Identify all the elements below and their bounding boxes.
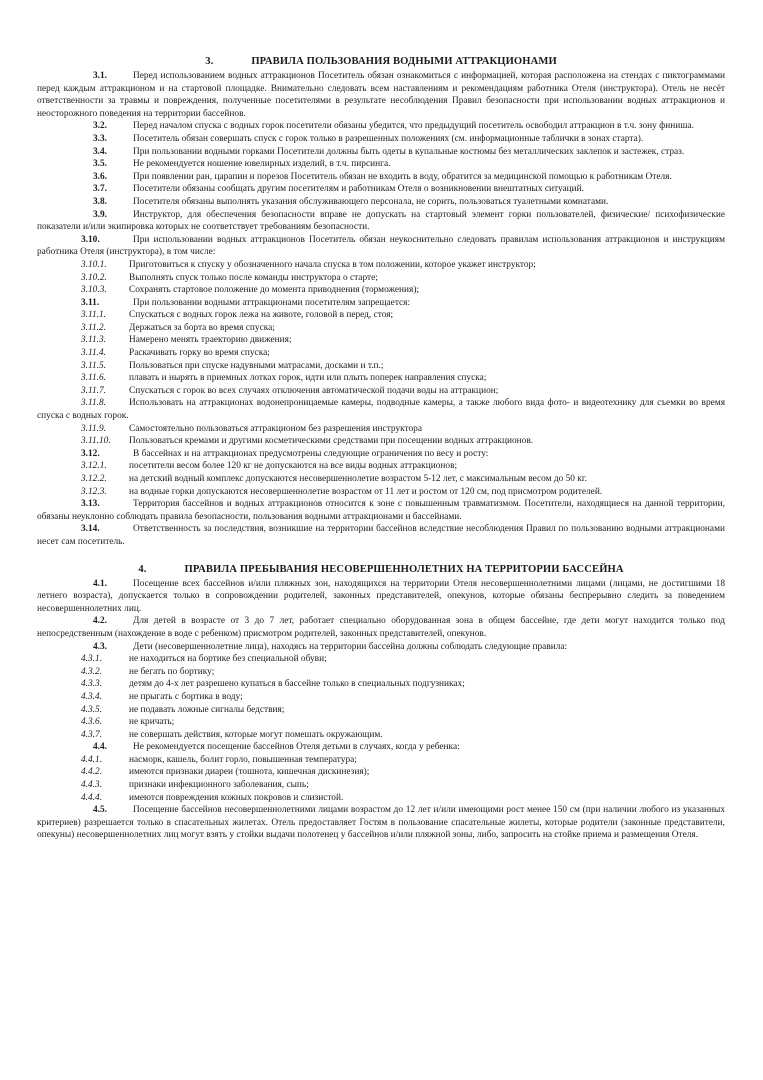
clause-number: 4.4.1. [81, 754, 103, 765]
clause-number: 3.4. [93, 146, 108, 157]
clause [37, 641, 725, 654]
clause-number: 4.3.4. [81, 691, 103, 702]
clause-text: Раскачивать горку во время спуска; [129, 348, 270, 359]
subclause [37, 691, 725, 704]
subclause [37, 473, 725, 486]
clause-number: 3.2. [93, 121, 108, 132]
clause-number: 3.10.2. [81, 272, 107, 283]
clause-text: Посетители обязаны сообщать другим посетителям и работникам Отеля о возникновении внештатных ситуаций. [133, 184, 584, 195]
clause [37, 297, 725, 310]
subclause [37, 322, 725, 335]
clause-text: имеются повреждения кожных покровов и слизистой. [129, 792, 344, 803]
clause [37, 804, 725, 842]
clause-number: 4.4.3. [81, 780, 103, 791]
clause-number: 3.12.1. [81, 461, 107, 472]
subclause [37, 716, 725, 729]
subclause [37, 259, 725, 272]
clause-text: насморк, кашель, болит горло, повышенная температура; [129, 754, 357, 765]
clause-text: Пользоваться при спуске надувными матрасами, досками и т.п.; [129, 360, 384, 371]
clause-text: Спускаться с горок во всех случаях отключения автоматической подачи воды на аттракцион; [129, 385, 499, 396]
section-number: 4. [138, 563, 147, 575]
clause-text: При появлении ран, царапин и порезов Посетитель обязан не входить в воду, обратится за медицинской помощью к работникам Отеля. [133, 171, 672, 182]
clause-number: 3.3. [93, 133, 108, 144]
clause-number: 3.10.1. [81, 259, 107, 270]
clause-number: 3.11. [81, 297, 100, 308]
clause [37, 70, 725, 120]
clause-text: Территория бассейнов и водных аттракционов относится к зоне с повышенным травматизмом. Посетители, находящиеся на данной территории, обязаны неуклонно соблюдать правила безопасности, пользования водными аттракционами и бассейнами. [37, 499, 725, 522]
clause [37, 741, 725, 754]
subclause [37, 766, 725, 779]
clause-number: 4.2. [93, 616, 108, 627]
clause-text: Ответственность за последствия, возникшие на территории бассейнов вследствие несоблюдения Правил по пользованию водными аттракционами несет сам посетитель. [37, 524, 725, 547]
clause-text: Выполнять спуск только после команды инструктора о старте; [129, 272, 378, 283]
clause-number: 3.6. [93, 171, 108, 182]
clause-text: Перед началом спуска с водных горок посетители обязаны убедится, что предыдущий посетитель освободил аттракцион в т.ч. зону финиша. [133, 121, 694, 132]
subclause [37, 360, 725, 373]
clause [37, 234, 725, 259]
clause [37, 183, 725, 196]
clause-text: Сохранять стартовое положение до момента приводнения (торможения); [129, 285, 420, 296]
clause-text: на детский водный комплекс допускаются несовершеннолетие возрастом 5-12 лет, с максимальным весом до 50 кг. [129, 474, 587, 484]
subclause [37, 486, 725, 499]
clause-number: 3.11.10. [81, 436, 111, 447]
clause-number: 3.11.8. [81, 398, 107, 409]
subclause [37, 666, 725, 679]
clause-text: Пользоваться кремами и другими косметическими средствами при посещении водных аттракционов. [129, 436, 534, 447]
clause-text: Для детей в возрасте от 3 до 7 лет, работает специально оборудованная зона в общем бассейне, где дети могут находится только под непосредственным (нахождение в воде с ребенком) присмотром родителей, законных представителей, опекунов. [37, 616, 725, 639]
clause-text: не бегать по бортику; [129, 666, 215, 677]
clause-number: 4.4.4. [81, 792, 103, 803]
clause [37, 120, 725, 133]
clause-text: не находиться на бортике без специальной обуви; [129, 654, 327, 665]
clause-number: 4.4. [93, 742, 108, 753]
clause-text: Использовать на аттракционах водонепроницаемые камеры, подводные камеры, а также любого вида фото- и видеотехнику для съемки во время спуска с водных горок. [37, 398, 725, 422]
section-title-text: ПРАВИЛА ПОЛЬЗОВАНИЯ ВОДНЫМИ АТТРАКЦИОНАМИ [251, 56, 557, 67]
subclause [37, 792, 725, 805]
clause-number: 3.7. [93, 184, 108, 195]
subclause [37, 372, 725, 385]
subclause [37, 704, 725, 717]
clause-number: 4.3. [93, 641, 108, 652]
clause-number: 3.11.5. [81, 360, 107, 371]
section-title-text: ПРАВИЛА ПРЕБЫВАНИЯ НЕСОВЕРШЕННОЛЕТНИХ НА ТЕРРИТОРИИ БАССЕЙНА [184, 563, 624, 575]
clause-number: 3.13. [81, 499, 100, 510]
clause-number: 3.8. [93, 196, 108, 207]
clause-number: 3.14. [81, 524, 100, 535]
subclause [37, 272, 725, 285]
clause [37, 133, 725, 146]
clause-text: Самостоятельно пользоваться аттракционом без разрешения инструктора [129, 423, 422, 434]
subclause [37, 729, 725, 742]
clause [37, 578, 725, 616]
clause-text: не совершать действия, которые могут помешать окружающим. [129, 729, 383, 740]
subclause [37, 309, 725, 322]
clause-text: Приготовиться к спуску у обозначенного начала спуска в том положении, которое укажет инструктор; [129, 259, 536, 270]
clause-number: 3.11.7. [81, 385, 107, 396]
clause-number: 4.3.3. [81, 679, 103, 690]
clause-text: При использовании водных аттракционов Посетитель обязан неукоснительно следовать правилам использования аттракционов и инструкциям работника Отеля (инструктора), в том числе: [37, 234, 725, 258]
clause-text: детям до 4-х лет разрешено купаться в бассейне только в специальных подгузниках; [129, 679, 465, 690]
clause-number: 3.12.3. [81, 486, 107, 497]
clause-text: Посещение бассейнов несовершеннолетними лицами возрастом до 12 лет и/или имеющими рост менее 150 см (при наличии любого из указанных критериев) разрешается только в спасательных жилетах. Отель предоставляет Гостям в пользование спасательные жилеты, которые родители (законные представители, опекуны) несовершеннолетних лиц могут взять у стойки выдачи полотенец у бассейнов и/или пляжной зоны, либо, запросить на стойке приема и размещения Отеля. [37, 805, 725, 841]
clause [37, 523, 725, 548]
clause-number: 3.10.3. [81, 285, 107, 296]
clause-number: 3.1. [93, 71, 108, 81]
subclause [37, 385, 725, 398]
subclause [37, 678, 725, 691]
clause-text: При пользовании водными аттракционами посетителям запрещается: [133, 297, 411, 308]
clause-text: Посетитель обязан совершать спуск с горок только в разрешенных положениях (см. информационные таблички в зонах старта). [133, 133, 644, 144]
clause-number: 3.11.2. [81, 322, 107, 333]
subclause [37, 754, 725, 767]
clause-number: 3.11.9. [81, 423, 107, 434]
clause [37, 498, 725, 523]
clause-number: 3.9. [93, 209, 108, 220]
clause-text: Посещение всех бассейнов и/или пляжных зон, находящихся на территории Отеля несовершеннолетними лицами (лицами, не достигшими 18 летнего возраста), допускается только в сопровождении родителей, законных представителей, опекунов, которые обязаны беспрерывно следить за поведением несовершеннолетних лиц. [37, 578, 725, 614]
clause [37, 158, 725, 171]
section-title [37, 563, 725, 576]
clause-text: Не рекомендуется ношение ювелирных изделий, в т.ч. пирсинга. [133, 159, 391, 170]
clause-text: Спускаться с водных горок лежа на животе, головой в перед, стоя; [129, 310, 394, 321]
subclause [37, 423, 725, 436]
clause-text: Дети (несовершеннолетние лица), находясь на территории бассейна должны соблюдать следующие правила: [133, 641, 568, 652]
clause [37, 209, 725, 234]
subclause [37, 460, 725, 473]
subclause [37, 397, 725, 422]
clause-text: не прыгать с бортика в воду; [129, 691, 243, 702]
clause-number: 3.5. [93, 159, 108, 170]
clause-text: Перед использованием водных аттракционов Посетитель обязан ознакомиться с информацией, которая расположена на стендах с пиктограммами перед каждым аттракционом и на стартовой площадке. Внимательно следовать всем наставлениям и рекомендациям работника Отеля (инструктора). Отель не несёт ответственности за травмы и повреждения, полученные посетителями в результате несоблюдения Правил безопасности при использовании водных аттракционов и неосторожного поведения на территории бассейнов. [37, 71, 725, 119]
section-title [37, 55, 725, 68]
clause-number: 4.3.7. [81, 729, 103, 740]
clause-text: Намерено менять траекторию движения; [129, 335, 292, 346]
subclause [37, 347, 725, 360]
clause-text: Инструктор, для обеспечения безопасности вправе не допускать на стартовый элемент горки пользователей, физические/ психофизические показатели и/или экипировка которых не соответствует требованиям безопасности. [37, 209, 725, 233]
clause-text: посетители весом более 120 кг не допускаются на все виды водных аттракционов; [129, 461, 458, 472]
clause [37, 448, 725, 461]
clause-number: 3.12. [81, 448, 100, 459]
subclause [37, 435, 725, 448]
clause-number: 3.10. [81, 234, 100, 245]
clause-number: 3.11.4. [81, 348, 107, 359]
clause-text: Посетителя обязаны выполнять указания обслуживающего персонала, не сорить, пользоваться туалетными комнатами. [133, 196, 609, 207]
clause-number: 4.3.1. [81, 654, 103, 665]
clause-number: 4.3.5. [81, 704, 103, 715]
subclause [37, 284, 725, 297]
clause [37, 615, 725, 640]
clause-text: плавать и нырять в приемных лотках горок, идти или плыть поперек направления спуска; [129, 373, 487, 384]
clause-number: 4.3.6. [81, 717, 103, 728]
clause-text: не кричать; [129, 717, 175, 728]
clause-number: 3.11.3. [81, 335, 107, 346]
clause-number: 4.4.2. [81, 767, 103, 778]
clause-number: 4.1. [93, 578, 108, 589]
subclause [37, 334, 725, 347]
clause [37, 146, 725, 159]
clause-number: 4.5. [93, 805, 108, 816]
clause-text: В бассейнах и на аттракционах предусмотрены следующие ограничения по весу и росту: [133, 448, 489, 459]
clause-text: на водные горки допускаются несовершеннолетие возрастом от 11 лет и ростом от 120 см, под присмотром родителей. [129, 486, 603, 497]
clause-number: 3.11.1. [81, 310, 107, 321]
subclause [37, 779, 725, 792]
clause-text: Не рекомендуется посещение бассейнов Отеля детьми в случаях, когда у ребенка: [133, 742, 460, 753]
subclause [37, 653, 725, 666]
clause-number: 3.12.2. [81, 474, 107, 484]
clause [37, 171, 725, 184]
clause-text: При пользовании водными горками Посетители должны быть одеты в купальные костюмы без металлических заклепок и застежек, страз. [133, 146, 685, 157]
clause-number: 3.11.6. [81, 373, 107, 384]
clause-text: признаки инфекционного заболевания, сыпь; [129, 780, 309, 791]
clause-text: имеются признаки диареи (тошнота, кишечная дискинезия); [129, 767, 370, 778]
clause [37, 196, 725, 209]
section-number: 3. [205, 56, 214, 67]
clause-number: 4.3.2. [81, 666, 103, 677]
clause-text: не подавать ложные сигналы бедствия; [129, 704, 285, 715]
clause-text: Держаться за борта во время спуска; [129, 322, 275, 333]
